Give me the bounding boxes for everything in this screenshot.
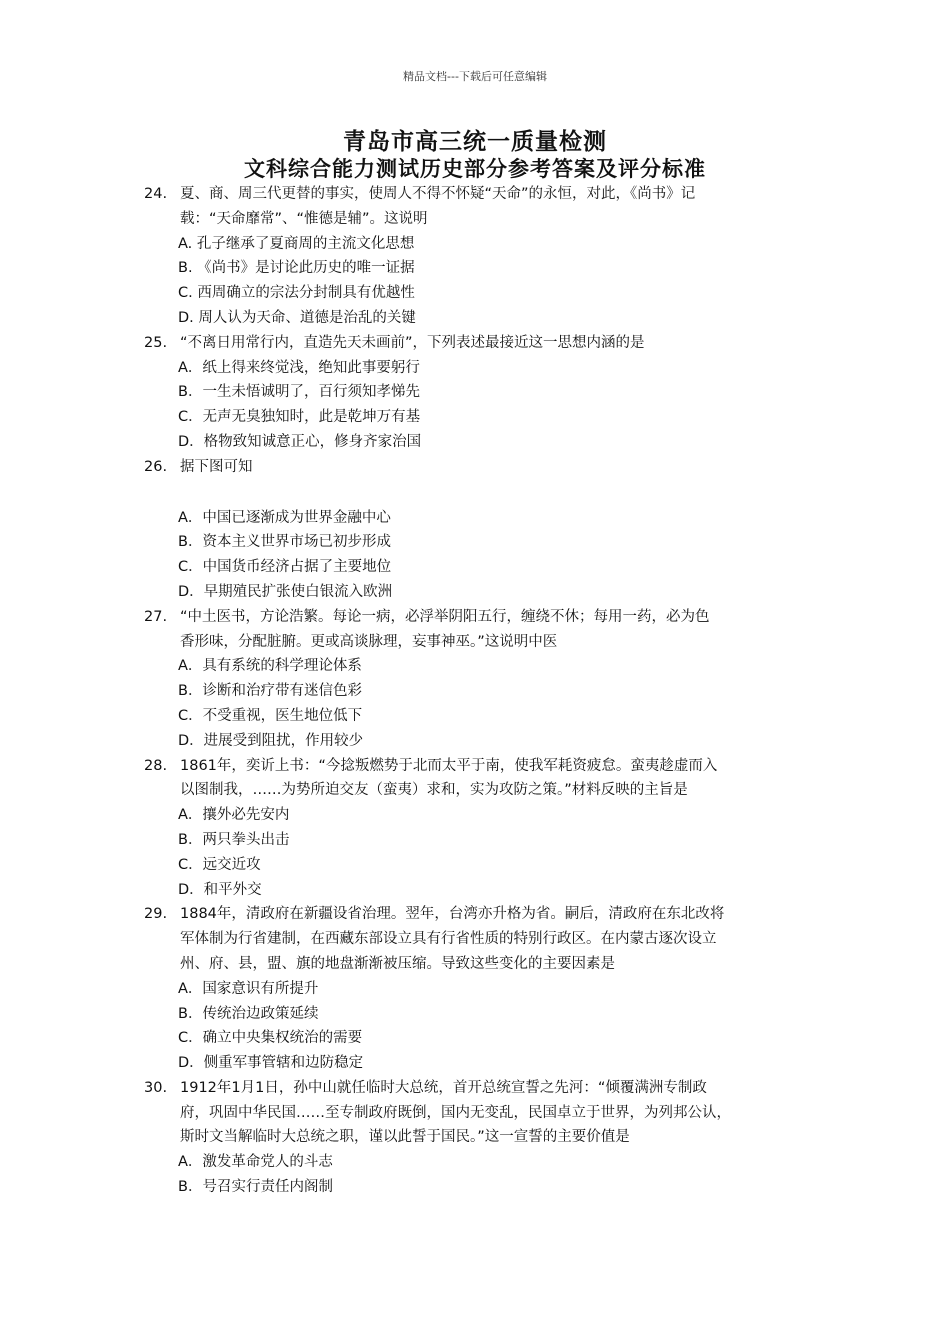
option-a: A．攘外必先安内	[178, 807, 290, 824]
option-c: C. 西周确立的宗法分封制具有优越性	[178, 285, 415, 302]
option-a: A．具有系统的科学理论体系	[178, 658, 362, 675]
question-stem: 夏、商、周三代更替的事实，使周人不得不怀疑“天命”的永恒，对此，《尚书》记	[180, 186, 696, 202]
option-d: D．格物致知诚意正心，修身齐家治国	[178, 433, 422, 450]
page-title: 青岛市高三统一质量检测	[343, 128, 607, 155]
option-b: B．两只拳头出击	[178, 831, 290, 848]
question-25	[144, 331, 814, 455]
question-number: 25.	[144, 334, 168, 351]
question-29	[144, 902, 814, 1076]
question-stem: “中土医书，方论浩繁。每论一病，必浮举阴阳五行，缠绕不休；每用一药，必为色	[180, 608, 710, 625]
question-24	[144, 182, 814, 331]
option-b: B．号召实行责任内阁制	[178, 1179, 333, 1196]
question-stem-continued-2: 州、府、县，盟、旗的地盘渐渐被压缩。导致这些变化的主要因素是	[180, 955, 615, 972]
title-block	[0, 128, 950, 182]
option-b: B．诊断和治疗带有迷信色彩	[178, 683, 362, 700]
question-stem-continued: 军体制为行省建制，在西藏东部设立具有行省性质的特别行政区。在内蒙古逐次设立	[180, 931, 717, 948]
question-26	[144, 455, 814, 605]
header-watermark: 精品文档---下载后可任意编辑	[403, 70, 547, 83]
option-d: D．侧重军事管辖和边防稳定	[178, 1055, 364, 1072]
question-stem-continued-2: 斯时文当解临时大总统之职，谨以此誓于国民。”这一宣誓的主要价值是	[180, 1129, 630, 1146]
option-a: A．国家意识有所提升	[178, 980, 319, 997]
question-number: 26.	[144, 458, 168, 475]
question-stem: 1861年，奕䜣上书：“今捻叛燃势于北而太平于南，使我军耗资疲怠。蛮夷趁虚而入	[180, 757, 718, 774]
option-c: C．中国货币经济占据了主要地位	[178, 559, 392, 576]
question-stem-continued: 香形味，分配脏腑。更或高谈脉理，妄事神巫。”这说明中医	[180, 633, 558, 650]
question-stem: “不离日用常行内，直造先天未画前”，下列表述最接近这一思想内涵的是	[180, 334, 645, 351]
question-28	[144, 754, 814, 903]
option-b: B．资本主义世界市场已初步形成	[178, 534, 391, 551]
question-number: 30.	[144, 1079, 168, 1096]
question-stem-continued: 以图制我，……为势所迫交友（蛮夷）求和，实为攻防之策。”材料反映的主旨是	[180, 782, 688, 799]
option-a: A．纸上得来终觉浅，绝知此事要躬行	[178, 359, 420, 376]
questions-content	[144, 182, 814, 1200]
option-b: B. 《尚书》是讨论此历史的唯一证据	[178, 260, 415, 277]
option-d: D．和平外交	[178, 881, 262, 898]
question-number: 24.	[144, 186, 168, 202]
question-number: 28.	[144, 757, 168, 774]
option-a: A．中国已逐渐成为世界金融中心	[178, 509, 391, 526]
option-b: B．传统治边政策延续	[178, 1005, 319, 1022]
option-c: C．不受重视，医生地位低下	[178, 707, 363, 724]
page-subtitle: 文科综合能力测试历史部分参考答案及评分标准	[244, 156, 706, 181]
question-27	[144, 605, 814, 754]
question-stem-continued: 载：“天命靡常”、“惟德是辅”。这说明	[180, 210, 428, 227]
option-c: C．远交近攻	[178, 856, 261, 873]
option-d: D. 周人认为天命、道德是治乱的关键	[178, 309, 416, 326]
option-d: D．进展受到阻扰，作用较少	[178, 732, 364, 749]
question-number: 27.	[144, 608, 168, 625]
option-b: B．一生未悟诚明了，百行须知孝悌先	[178, 384, 420, 401]
option-a: A．激发革命党人的斗志	[178, 1154, 333, 1171]
option-c: C．确立中央集权统治的需要	[178, 1030, 363, 1047]
option-d: D．早期殖民扩张使白银流入欧洲	[178, 583, 393, 600]
question-30	[144, 1076, 814, 1200]
question-number: 29.	[144, 906, 168, 923]
question-stem-continued: 府，巩固中华民国……至专制政府既倒，国内无变乱，民国卓立于世界，为列邦公认，	[180, 1104, 731, 1121]
question-stem: 据下图可知	[180, 458, 253, 475]
question-stem: 1912年1月1日，孙中山就任临时大总统，首开总统宣誓之先河：“倾覆满洲专制政	[180, 1079, 707, 1096]
figure-placeholder	[144, 480, 814, 506]
question-stem: 1884年，清政府在新疆设省治理。翌年，台湾亦升格为省。嗣后，清政府在东北改将	[180, 906, 725, 923]
option-c: C．无声无臭独知时，此是乾坤万有基	[178, 409, 421, 426]
option-a: A. 孔子继承了夏商周的主流文化思想	[178, 235, 415, 252]
